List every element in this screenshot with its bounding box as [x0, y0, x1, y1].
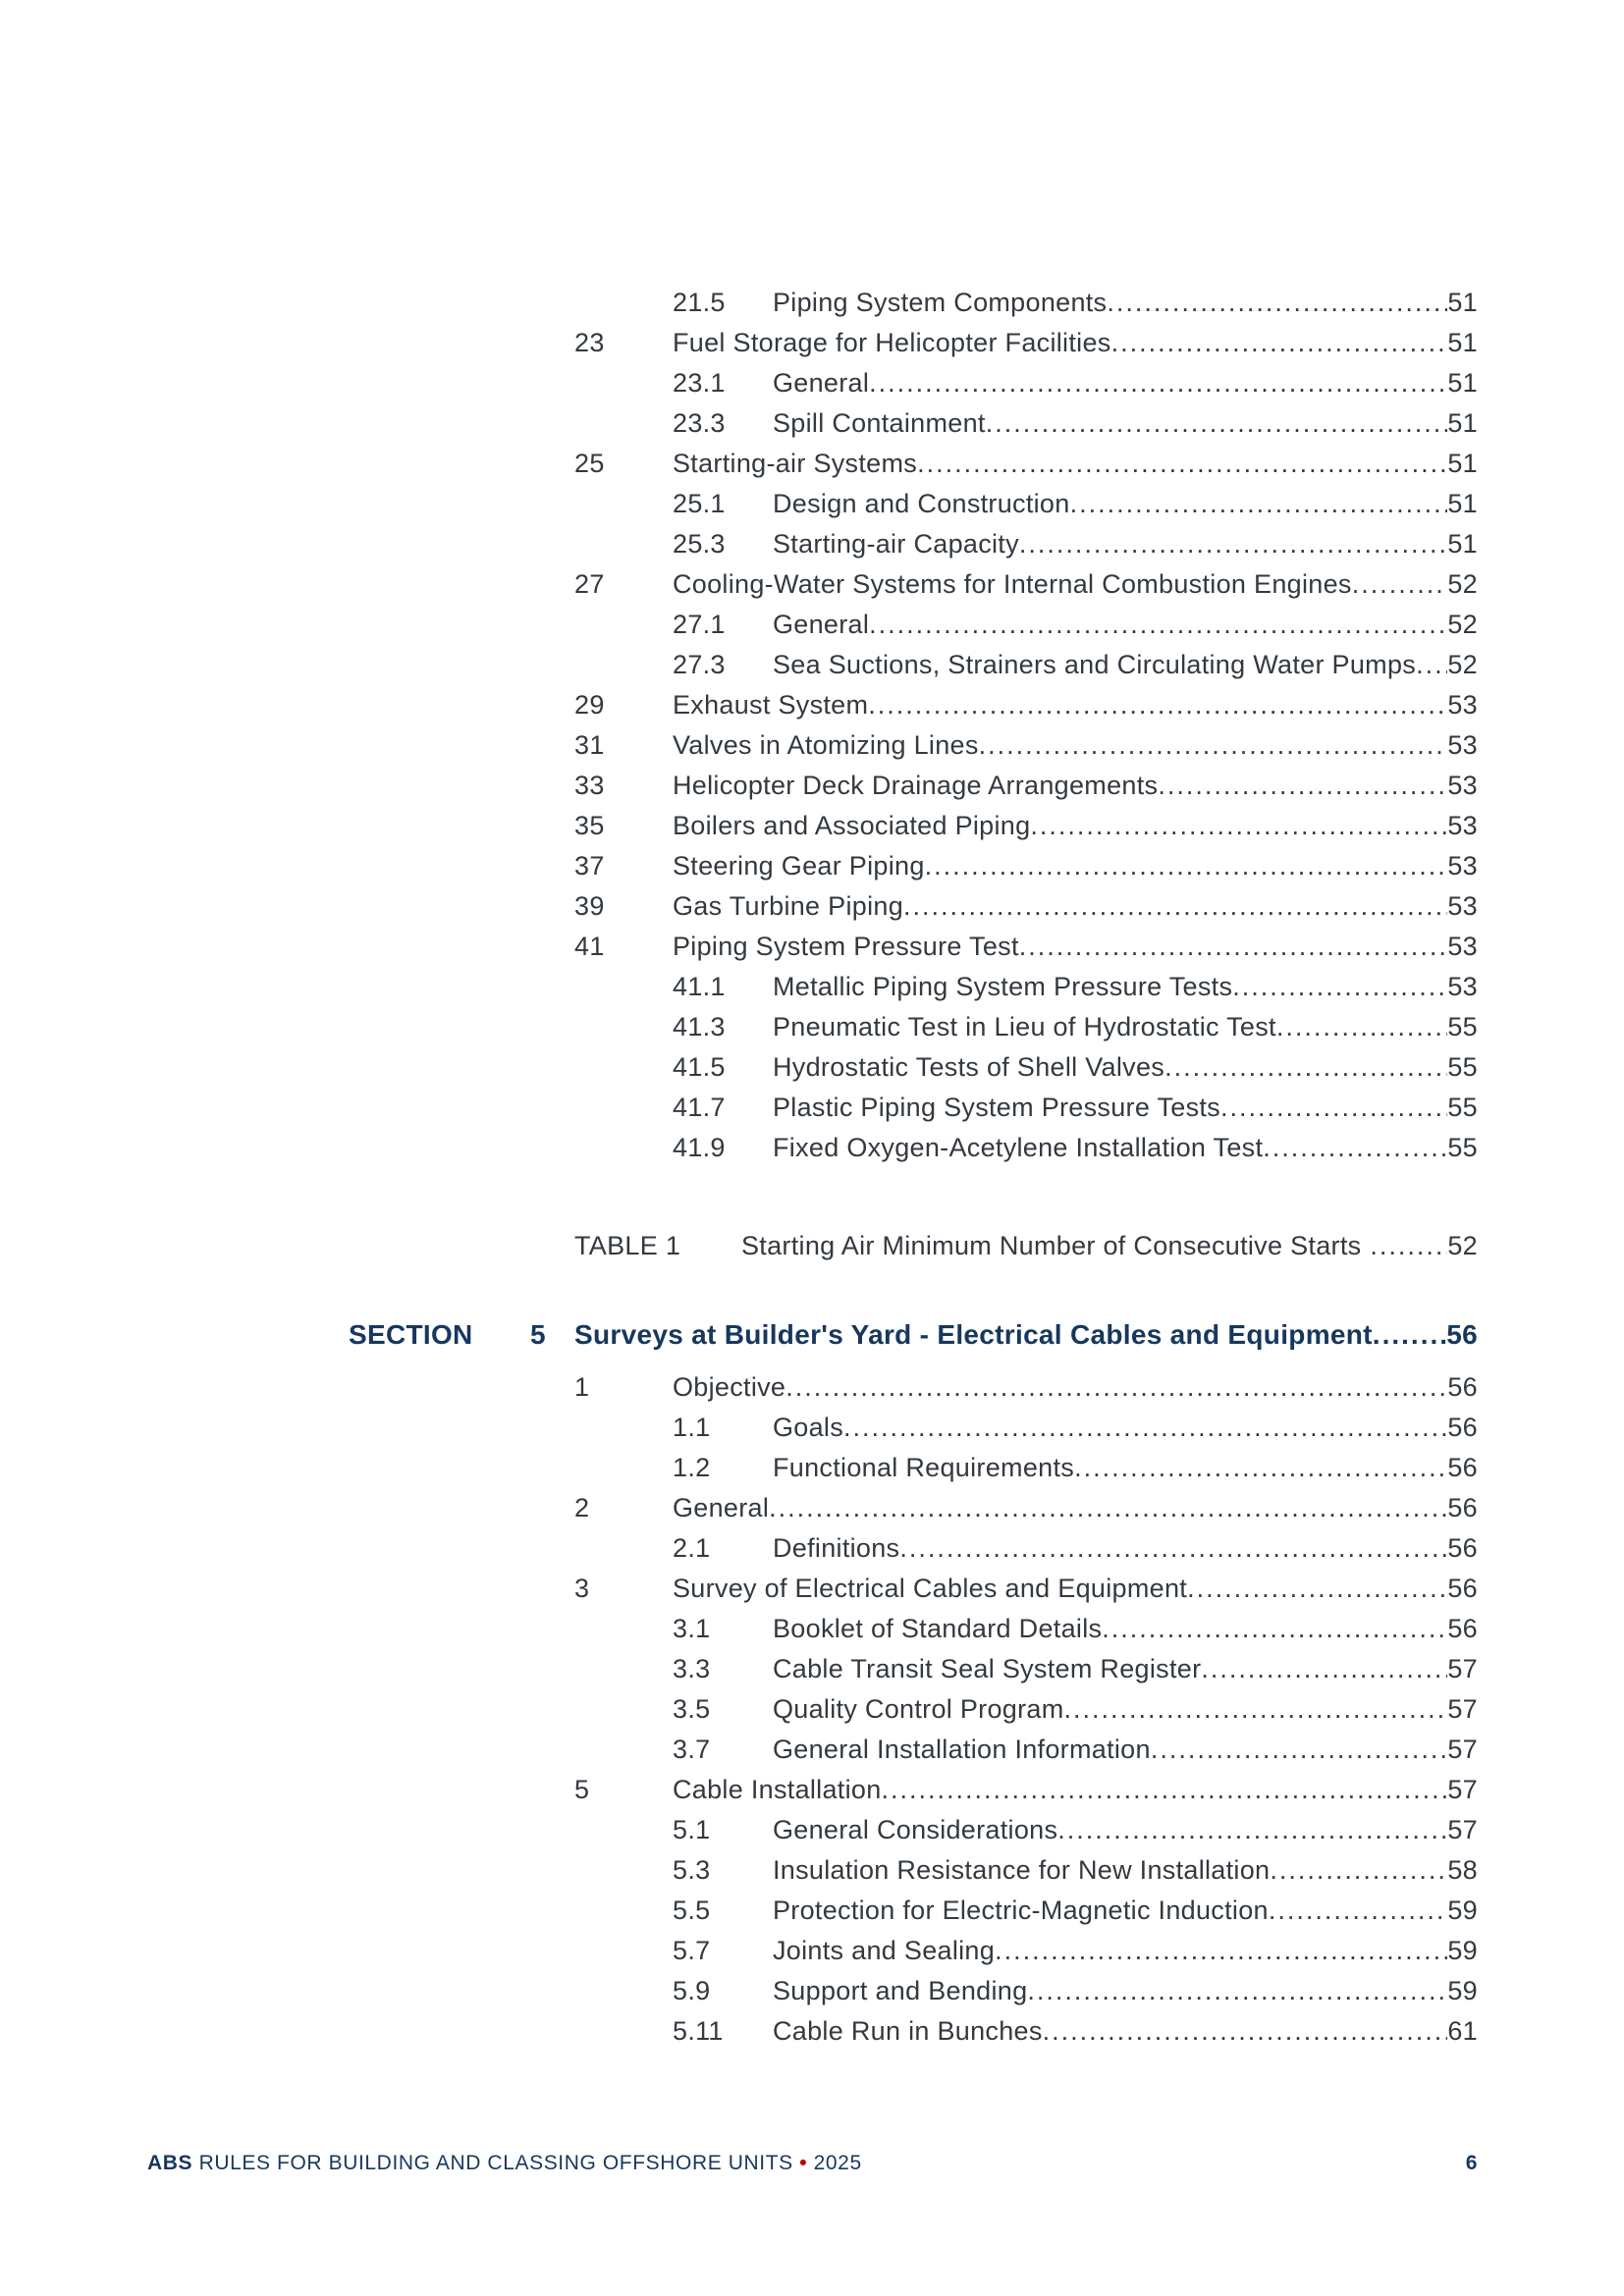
- toc-entry-page: 53: [1447, 891, 1478, 921]
- toc-entry-page: 61: [1447, 2016, 1478, 2046]
- toc-entry-page: 51: [1447, 449, 1478, 478]
- toc-entry-title: Valves in Atomizing Lines: [673, 730, 979, 760]
- toc-entry[interactable]: [349, 1730, 1478, 1770]
- section-label: SECTION: [349, 1319, 473, 1350]
- toc-entry-number: 37: [574, 851, 605, 881]
- toc-entry-title: Booklet of Standard Details: [773, 1614, 1103, 1643]
- toc-entry-number: 2.1: [673, 1533, 711, 1563]
- toc-entry-number: 31: [574, 730, 605, 760]
- toc-entry-title: Protection for Electric-Magnetic Induction: [773, 1896, 1269, 1925]
- toc-entry-page: 56: [1447, 1413, 1478, 1442]
- toc-entry-number: 27.1: [673, 610, 726, 639]
- toc-entry-number: 5: [574, 1775, 590, 1804]
- toc-entry-page: 55: [1447, 1052, 1478, 1082]
- toc-entry[interactable]: [349, 1367, 1478, 1408]
- toc-entry[interactable]: [349, 283, 1478, 323]
- dot-leader: [869, 363, 1447, 403]
- toc-entry-page: 51: [1447, 368, 1478, 398]
- dot-leader: [1070, 484, 1448, 524]
- toc-entry-title: Starting Air Minimum Number of Consecutive Starts: [741, 1231, 1362, 1260]
- toc-entry-page: 57: [1447, 1735, 1478, 1764]
- toc-entry-title: Starting-air Systems: [673, 449, 918, 478]
- dot-leader: [1352, 564, 1448, 605]
- dot-leader: [1201, 1649, 1447, 1689]
- toc-entry[interactable]: [349, 484, 1478, 524]
- toc-section-heading[interactable]: [349, 1310, 1478, 1360]
- toc-entry-number: 41.3: [673, 1012, 726, 1041]
- toc-entry[interactable]: [349, 2011, 1478, 2052]
- toc-entry-title: Support and Bending: [773, 1976, 1028, 2005]
- toc-entry-number: 1.2: [673, 1453, 711, 1482]
- toc-entry[interactable]: [349, 1569, 1478, 1609]
- dot-leader: [1043, 2011, 1448, 2052]
- toc-entry[interactable]: [349, 685, 1478, 725]
- toc-entry-title: General: [773, 610, 870, 639]
- toc-rows: [349, 283, 1478, 2052]
- footer-text: RULES FOR BUILDING AND CLASSING OFFSHORE UNITS: [198, 2152, 793, 2174]
- dot-leader: [1019, 927, 1448, 967]
- toc-entry-page: 59: [1447, 1896, 1478, 1925]
- toc-entry-title: Piping System Pressure Test: [673, 932, 1019, 961]
- toc-entry-title: General: [673, 1493, 770, 1522]
- toc-entry[interactable]: [349, 1007, 1478, 1047]
- dot-leader: [1102, 1609, 1447, 1649]
- toc-entry[interactable]: [349, 1448, 1478, 1488]
- toc-entry-page: 51: [1447, 529, 1478, 559]
- toc-entry-title: Gas Turbine Piping: [673, 891, 904, 921]
- footer-year: 2025: [813, 2152, 862, 2174]
- toc-entry-page: 53: [1447, 972, 1478, 1001]
- dot-leader: [1270, 1850, 1447, 1891]
- toc-entry-number: 41.7: [673, 1093, 726, 1122]
- toc-entry-title: Joints and Sealing: [773, 1936, 996, 1965]
- toc-entry-number: 23.3: [673, 408, 726, 438]
- toc-entry-page: 51: [1447, 328, 1478, 357]
- dot-leader: [1416, 645, 1447, 685]
- toc-entry-page: 57: [1447, 1815, 1478, 1844]
- dot-leader: [769, 1488, 1447, 1528]
- toc-entry-page: 52: [1447, 650, 1478, 679]
- toc-entry-title: Survey of Electrical Cables and Equipment: [673, 1574, 1188, 1603]
- toc-entry-page: 55: [1447, 1093, 1478, 1122]
- toc-entry-page: 56: [1447, 1574, 1478, 1603]
- dot-leader: [1370, 1226, 1447, 1266]
- dot-leader: [986, 403, 1448, 444]
- dot-leader: [925, 846, 1448, 886]
- toc-entry[interactable]: [349, 1850, 1478, 1891]
- toc-entry[interactable]: [349, 1408, 1478, 1448]
- toc-entry-title: Definitions: [773, 1533, 900, 1563]
- toc-entry-number: 39: [574, 891, 605, 921]
- toc-entry-number: 27.3: [673, 650, 726, 679]
- toc-entry-page: 57: [1447, 1694, 1478, 1724]
- dot-leader: [785, 1367, 1447, 1408]
- toc-entry-page: 51: [1447, 489, 1478, 518]
- toc-entry[interactable]: [349, 1689, 1478, 1730]
- toc-entry-title: Cable Run in Bunches: [773, 2016, 1043, 2046]
- toc-entry-number: 35: [574, 811, 605, 840]
- toc-entry-title: Plastic Piping System Pressure Tests: [773, 1093, 1220, 1122]
- toc-entry-number: 23.1: [673, 368, 726, 398]
- dot-leader: [868, 685, 1447, 725]
- toc-entry-page: 56: [1447, 1493, 1478, 1522]
- toc-entry-number: 27: [574, 569, 605, 599]
- toc-entry[interactable]: [349, 605, 1478, 645]
- toc-entry-page: 56: [1447, 1372, 1478, 1402]
- dot-leader: [1158, 766, 1447, 806]
- dot-leader: [1187, 1569, 1447, 1609]
- toc-entry-number: 41.9: [673, 1133, 726, 1162]
- toc-entry[interactable]: [349, 1810, 1478, 1850]
- toc-entry-page: 56: [1446, 1319, 1478, 1350]
- toc-entry-page: 58: [1447, 1855, 1478, 1885]
- dot-leader: [903, 886, 1447, 927]
- dot-leader: [882, 1770, 1448, 1810]
- toc-entry-title: General Considerations: [773, 1815, 1058, 1844]
- toc-table-label: TABLE 1: [574, 1231, 681, 1260]
- toc-entry-title: Cooling-Water Systems for Internal Combustion Engines: [673, 569, 1352, 599]
- toc-entry-title: Functional Requirements: [773, 1453, 1075, 1482]
- toc-entry-number: 3.5: [673, 1694, 711, 1724]
- toc-entry-title: General Installation Information: [773, 1735, 1151, 1764]
- toc-entry[interactable]: [349, 1971, 1478, 2011]
- toc-entry-page: 59: [1447, 1936, 1478, 1965]
- toc-entry-number: 41: [574, 932, 605, 961]
- toc-entry-page: 56: [1447, 1453, 1478, 1482]
- toc-entry-title: Objective: [673, 1372, 786, 1402]
- section-number: 5: [530, 1319, 546, 1350]
- dot-leader: [1030, 806, 1447, 846]
- toc-entry[interactable]: [349, 725, 1478, 766]
- toc-entry-number: 21.5: [673, 288, 726, 317]
- toc-entry[interactable]: [349, 1649, 1478, 1689]
- dot-leader: [979, 725, 1448, 766]
- dot-leader: [1151, 1730, 1448, 1770]
- toc-entry-number: 3.7: [673, 1735, 711, 1764]
- dot-leader: [1263, 1128, 1447, 1168]
- toc-entry-page: 53: [1447, 932, 1478, 961]
- toc-entry-number: 5.7: [673, 1936, 711, 1965]
- toc-entry[interactable]: [349, 1128, 1478, 1168]
- footer-bullet-separator: •: [799, 2152, 808, 2174]
- toc-entry-page: 52: [1447, 1231, 1478, 1260]
- toc-entry-title: Pneumatic Test in Lieu of Hydrostatic Test: [773, 1012, 1276, 1041]
- dot-leader: [1276, 1007, 1448, 1047]
- toc-entry-number: 3: [574, 1574, 590, 1603]
- page-footer: [147, 2150, 1478, 2177]
- toc-entry-title: Boilers and Associated Piping: [673, 811, 1031, 840]
- toc-entry-number: 41.5: [673, 1052, 726, 1082]
- toc-entry-page: 53: [1447, 690, 1478, 720]
- toc-entry-title: Steering Gear Piping: [673, 851, 925, 881]
- dot-leader: [1164, 1047, 1447, 1088]
- section-title: Surveys at Builder's Yard - Electrical Cables and Equipment: [574, 1319, 1373, 1350]
- toc-entry[interactable]: [349, 1609, 1478, 1649]
- dot-leader: [869, 605, 1447, 645]
- toc-entry-number: 5.11: [673, 2016, 724, 2046]
- toc-entry[interactable]: [349, 967, 1478, 1007]
- dot-leader: [1027, 1971, 1447, 2011]
- toc-entry-title: Helicopter Deck Drainage Arrangements: [673, 771, 1159, 800]
- toc-entry[interactable]: [349, 363, 1478, 403]
- toc-entry-number: 3.3: [673, 1654, 711, 1683]
- toc-entry-number: 5.3: [673, 1855, 711, 1885]
- toc-entry-number: 41.1: [673, 972, 726, 1001]
- toc-entry-number: 1: [574, 1372, 590, 1402]
- toc-entry-number: 29: [574, 690, 605, 720]
- toc-entry[interactable]: [349, 1528, 1478, 1569]
- toc-entry-number: 2: [574, 1493, 590, 1522]
- toc-entry-number: 25.1: [673, 489, 726, 518]
- toc-entry[interactable]: [349, 806, 1478, 846]
- footer-brand: ABS: [147, 2152, 193, 2174]
- toc-entry[interactable]: [349, 1770, 1478, 1810]
- toc-entry-title: Goals: [773, 1413, 844, 1442]
- dot-leader: [843, 1408, 1447, 1448]
- toc-entry-title: Cable Transit Seal System Register: [773, 1654, 1202, 1683]
- toc-entry-number: 25: [574, 449, 605, 478]
- toc-entry-title: Fixed Oxygen-Acetylene Installation Test: [773, 1133, 1264, 1162]
- toc-entry-page: 55: [1447, 1012, 1478, 1041]
- toc-entry-title: Insulation Resistance for New Installation: [773, 1855, 1271, 1885]
- toc-entry-page: 56: [1447, 1614, 1478, 1643]
- dot-leader: [1232, 967, 1447, 1007]
- toc-entry[interactable]: [349, 1088, 1478, 1128]
- toc-entry-page: 57: [1447, 1654, 1478, 1683]
- toc-entry-number: 3.1: [673, 1614, 711, 1643]
- toc-entry-title: Sea Suctions, Strainers and Circulating Water Pumps: [773, 650, 1417, 679]
- toc-entry-title: Cable Installation: [673, 1775, 882, 1804]
- toc-entry[interactable]: [349, 886, 1478, 927]
- toc-entry-number: 5.9: [673, 1976, 711, 2005]
- toc-entry-page: 59: [1447, 1976, 1478, 2005]
- toc-entry[interactable]: [349, 403, 1478, 444]
- toc-entry[interactable]: [349, 1891, 1478, 1931]
- toc-entry-title: Design and Construction: [773, 489, 1070, 518]
- toc-entry[interactable]: [349, 645, 1478, 685]
- toc-entry[interactable]: [349, 444, 1478, 484]
- toc-entry-page: 53: [1447, 730, 1478, 760]
- toc-entry-title: Quality Control Program: [773, 1694, 1064, 1724]
- toc-entry-number: 5.5: [673, 1896, 711, 1925]
- toc-entry[interactable]: [349, 846, 1478, 886]
- toc-entry-title: Spill Containment: [773, 408, 986, 438]
- toc-entry[interactable]: [349, 564, 1478, 605]
- toc-entry-number: 33: [574, 771, 605, 800]
- dot-leader: [1074, 1448, 1447, 1488]
- toc-entry-title: Hydrostatic Tests of Shell Valves: [773, 1052, 1165, 1082]
- toc-entry-page: 53: [1447, 771, 1478, 800]
- toc-entry-page: 52: [1447, 610, 1478, 639]
- toc-entry[interactable]: [349, 766, 1478, 806]
- toc-entry-page: 52: [1447, 569, 1478, 599]
- dot-leader: [899, 1528, 1447, 1569]
- toc-entry-page: 55: [1447, 1133, 1478, 1162]
- toc-entry-page: 57: [1447, 1775, 1478, 1804]
- toc-entry-title: Exhaust System: [673, 690, 869, 720]
- dot-leader: [1269, 1891, 1448, 1931]
- toc-entry-page: 51: [1447, 408, 1478, 438]
- toc-table-caption-entry[interactable]: [349, 1226, 1478, 1266]
- dot-leader: [1373, 1310, 1446, 1360]
- toc-entry-page: 53: [1447, 811, 1478, 840]
- dot-leader: [995, 1931, 1447, 1971]
- dot-leader: [1111, 323, 1448, 363]
- dot-leader: [1064, 1689, 1448, 1730]
- dot-leader: [1019, 524, 1447, 564]
- toc-entry-number: 1.1: [673, 1413, 711, 1442]
- toc-entry-title: Starting-air Capacity: [773, 529, 1019, 559]
- toc-entry-number: 5.1: [673, 1815, 711, 1844]
- toc-entry-page: 56: [1447, 1533, 1478, 1563]
- toc-entry-number: 25.3: [673, 529, 726, 559]
- toc-entry-title: Metallic Piping System Pressure Tests: [773, 972, 1233, 1001]
- toc-entry[interactable]: [349, 1488, 1478, 1528]
- dot-leader: [1220, 1088, 1447, 1128]
- toc-entry[interactable]: [349, 524, 1478, 564]
- toc-entry-title: Fuel Storage for Helicopter Facilities: [673, 328, 1111, 357]
- toc-entry[interactable]: [349, 1047, 1478, 1088]
- footer-page-number: 6: [1465, 2152, 1478, 2174]
- toc-entry-page: 53: [1447, 851, 1478, 881]
- toc-entry-title: Piping System Components: [773, 288, 1108, 317]
- table-of-contents: [349, 283, 1478, 2052]
- toc-entry-title: General: [773, 368, 870, 398]
- toc-entry[interactable]: [349, 1931, 1478, 1971]
- toc-entry[interactable]: [349, 927, 1478, 967]
- toc-entry-page: 51: [1447, 288, 1478, 317]
- dot-leader: [917, 444, 1447, 484]
- toc-entry[interactable]: [349, 323, 1478, 363]
- dot-leader: [1057, 1810, 1447, 1850]
- dot-leader: [1107, 283, 1447, 323]
- toc-entry-number: 23: [574, 328, 605, 357]
